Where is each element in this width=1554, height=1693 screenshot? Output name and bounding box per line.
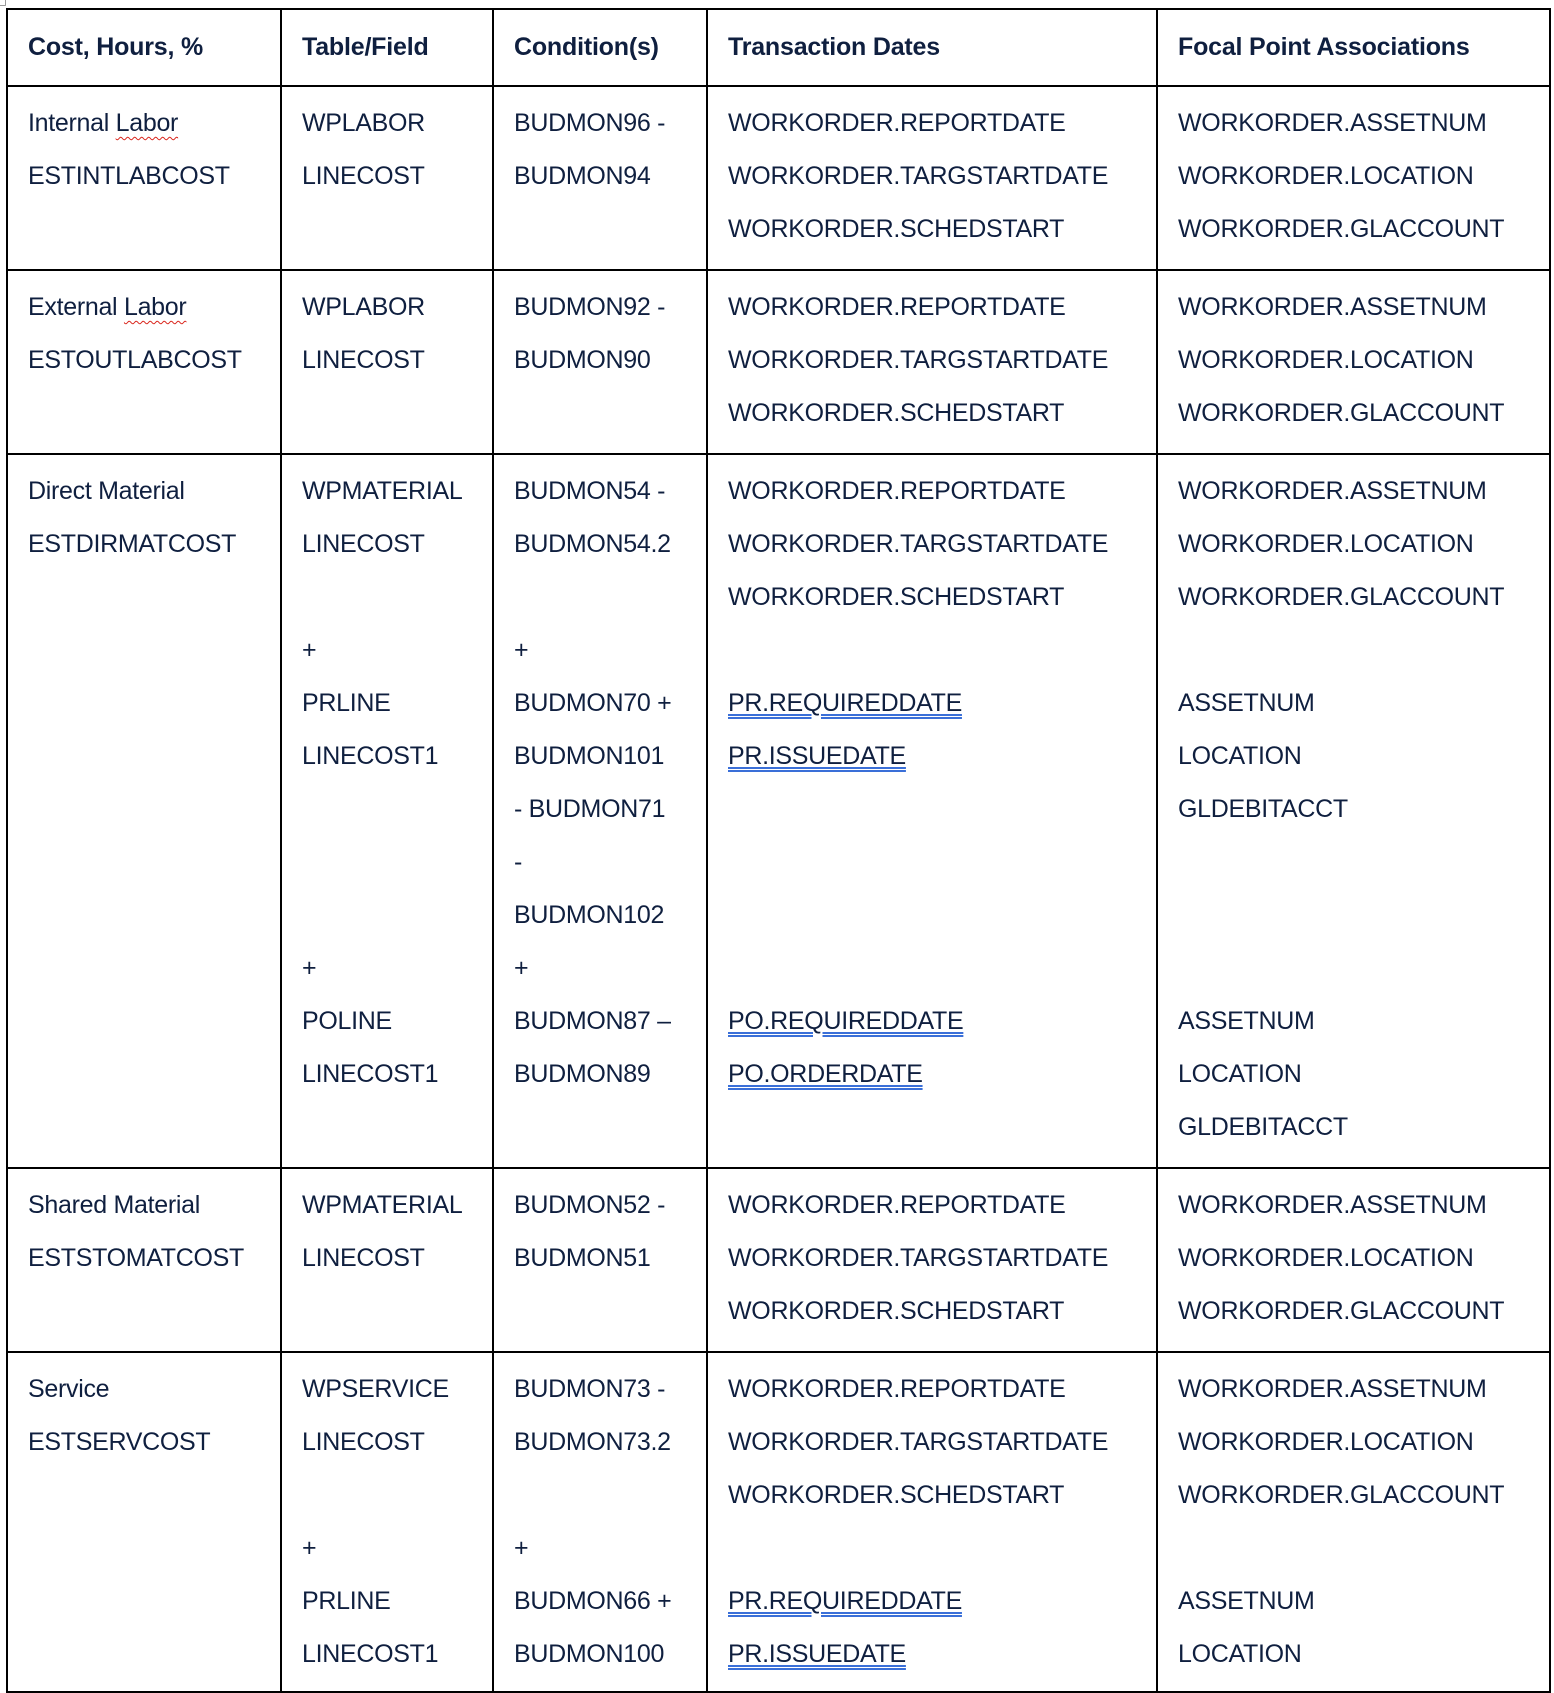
field-name: LINECOST <box>302 1244 425 1272</box>
blank-line <box>728 889 1148 942</box>
focal-point: GLDEBITACCT <box>1178 795 1348 823</box>
cost-label: Direct Material <box>28 477 185 505</box>
cell-conditions <box>493 454 707 1168</box>
blank-line <box>728 942 1148 995</box>
blank-line <box>728 624 1148 677</box>
table-row-direct-material <box>7 454 1550 1168</box>
blank-line <box>302 889 484 942</box>
condition-line: BUDMON100 <box>514 1640 665 1668</box>
transaction-date: WORKORDER.SCHEDSTART <box>728 215 1065 243</box>
blank-line <box>302 571 484 624</box>
focal-point: ASSETNUM <box>1178 1007 1315 1035</box>
blank-line <box>514 571 698 624</box>
cell-table-field <box>281 270 493 454</box>
condition-line: BUDMON54 - <box>514 477 666 505</box>
header-conditions: Condition(s) <box>493 9 707 86</box>
cell-cost <box>7 1352 281 1692</box>
cell-conditions <box>493 86 707 270</box>
transaction-date: WORKORDER.TARGSTARTDATE <box>728 530 1109 558</box>
transaction-date: WORKORDER.TARGSTARTDATE <box>728 1244 1109 1272</box>
condition-line: BUDMON101 <box>514 742 665 770</box>
pr-requireddate-link[interactable]: PR.REQUIREDDATE <box>728 689 962 717</box>
plus-operator: + <box>514 636 529 664</box>
transaction-date-link <box>728 995 1148 1048</box>
field-name: LINECOST <box>302 1428 425 1456</box>
focal-point: LOCATION <box>1178 742 1302 770</box>
header-cost-hours-percent: Cost, Hours, % <box>7 9 281 86</box>
cell-conditions <box>493 1352 707 1692</box>
focal-point: GLDEBITACCT <box>1178 1113 1348 1141</box>
focal-point: WORKORDER.LOCATION <box>1178 346 1474 374</box>
focal-point: WORKORDER.GLACCOUNT <box>1178 1297 1505 1325</box>
condition-line: BUDMON94 <box>514 162 651 190</box>
table-name: POLINE <box>302 1007 392 1035</box>
cost-field: ESTINTLABCOST <box>28 162 230 190</box>
table-row-external-labor <box>7 270 1550 454</box>
focal-point: WORKORDER.GLACCOUNT <box>1178 583 1505 611</box>
condition-line: BUDMON70 + <box>514 689 672 717</box>
plus-operator: + <box>302 954 317 982</box>
focal-point: WORKORDER.LOCATION <box>1178 162 1474 190</box>
focal-point: WORKORDER.LOCATION <box>1178 1244 1474 1272</box>
blank-line <box>728 836 1148 889</box>
transaction-date: WORKORDER.TARGSTARTDATE <box>728 346 1109 374</box>
cell-focal-points <box>1157 86 1550 270</box>
blank-line <box>302 783 484 836</box>
cost-label: Shared Material <box>28 1191 200 1219</box>
focal-point: WORKORDER.ASSETNUM <box>1178 109 1487 137</box>
condition-line: BUDMON66 + <box>514 1587 672 1615</box>
condition-line: BUDMON96 - <box>514 109 666 137</box>
blank-line <box>1178 942 1541 995</box>
cell-focal-points <box>1157 1352 1550 1692</box>
table-name: WPLABOR <box>302 109 425 137</box>
cell-cost <box>7 1168 281 1352</box>
condition-line: BUDMON54.2 <box>514 530 671 558</box>
focal-point: ASSETNUM <box>1178 689 1315 717</box>
cell-table-field <box>281 86 493 270</box>
plus-operator: + <box>302 636 317 664</box>
spellcheck-flagged-word[interactable]: Labor <box>115 109 179 137</box>
focal-point: WORKORDER.ASSETNUM <box>1178 293 1487 321</box>
cost-mapping-table <box>6 8 1551 1693</box>
cost-field: ESTOUTLABCOST <box>28 346 242 374</box>
field-name: LINECOST <box>302 530 425 558</box>
cell-conditions <box>493 1168 707 1352</box>
transaction-date-link <box>728 677 1148 730</box>
condition-line: BUDMON102 <box>514 901 665 929</box>
blank-line <box>514 1469 698 1522</box>
transaction-date-link <box>728 730 1148 783</box>
blank-line <box>728 1522 1148 1575</box>
condition-line: BUDMON87 – <box>514 1007 671 1035</box>
table-row-shared-material <box>7 1168 1550 1352</box>
blank-line <box>1178 889 1541 942</box>
field-name: LINECOST1 <box>302 1640 439 1668</box>
table-name: WPSERVICE <box>302 1375 449 1403</box>
cell-cost <box>7 270 281 454</box>
blank-line <box>1178 624 1541 677</box>
transaction-date-link <box>728 1575 1148 1628</box>
blank-line <box>728 783 1148 836</box>
condition-line: BUDMON92 - <box>514 293 666 321</box>
cell-table-field <box>281 1352 493 1692</box>
transaction-date: WORKORDER.SCHEDSTART <box>728 583 1065 611</box>
focal-point: WORKORDER.LOCATION <box>1178 1428 1474 1456</box>
transaction-date: WORKORDER.SCHEDSTART <box>728 1297 1065 1325</box>
transaction-date: WORKORDER.REPORTDATE <box>728 293 1066 321</box>
blank-line <box>302 1469 484 1522</box>
table-name: PRLINE <box>302 1587 391 1615</box>
pr-issuedate-link[interactable]: PR.ISSUEDATE <box>728 742 906 770</box>
focal-point: LOCATION <box>1178 1060 1302 1088</box>
table-row-service <box>7 1352 1550 1692</box>
condition-line: BUDMON73 - <box>514 1375 666 1403</box>
cell-transaction-dates <box>707 454 1157 1168</box>
header-transaction-dates: Transaction Dates <box>707 9 1157 86</box>
field-name: LINECOST1 <box>302 1060 439 1088</box>
condition-line: BUDMON90 <box>514 346 651 374</box>
pr-issuedate-link[interactable]: PR.ISSUEDATE <box>728 1640 906 1668</box>
focal-point: WORKORDER.ASSETNUM <box>1178 1375 1487 1403</box>
condition-line: BUDMON51 <box>514 1244 651 1272</box>
cost-field: ESTSERVCOST <box>28 1428 211 1456</box>
cell-focal-points <box>1157 270 1550 454</box>
table-name: WPMATERIAL <box>302 1191 463 1219</box>
condition-line: - BUDMON71 <box>514 795 666 823</box>
cell-focal-points <box>1157 1168 1550 1352</box>
transaction-date-link <box>728 1628 1148 1681</box>
cell-transaction-dates <box>707 1352 1157 1692</box>
header-focal-point-associations: Focal Point Associations <box>1157 9 1550 86</box>
cell-transaction-dates <box>707 270 1157 454</box>
transaction-date: WORKORDER.REPORTDATE <box>728 109 1066 137</box>
condition-line: BUDMON52 - <box>514 1191 666 1219</box>
plus-operator: + <box>514 1534 529 1562</box>
focal-point: WORKORDER.ASSETNUM <box>1178 1191 1487 1219</box>
cost-label: Internal Labor <box>28 109 179 137</box>
transaction-date: WORKORDER.SCHEDSTART <box>728 399 1065 427</box>
transaction-date: WORKORDER.TARGSTARTDATE <box>728 162 1109 190</box>
cost-label: Service <box>28 1375 110 1403</box>
blank-line <box>1178 1522 1541 1575</box>
cell-cost <box>7 86 281 270</box>
condition-line: BUDMON89 <box>514 1060 651 1088</box>
pr-requireddate-link[interactable]: PR.REQUIREDDATE <box>728 1587 962 1615</box>
po-orderdate-link[interactable]: PO.ORDERDATE <box>728 1060 923 1088</box>
cell-transaction-dates <box>707 86 1157 270</box>
cost-field: ESTDIRMATCOST <box>28 530 237 558</box>
table-name: WPMATERIAL <box>302 477 463 505</box>
transaction-date: WORKORDER.SCHEDSTART <box>728 1481 1065 1509</box>
po-requireddate-link[interactable]: PO.REQUIREDDATE <box>728 1007 964 1035</box>
transaction-date: WORKORDER.REPORTDATE <box>728 1191 1066 1219</box>
cell-table-field <box>281 1168 493 1352</box>
transaction-date: WORKORDER.REPORTDATE <box>728 1375 1066 1403</box>
plus-operator: + <box>514 954 529 982</box>
table-header-row <box>7 9 1550 86</box>
cost-field: ESTSTOMATCOST <box>28 1244 245 1272</box>
blank-line <box>1178 836 1541 889</box>
field-name: LINECOST <box>302 162 425 190</box>
table-move-handle[interactable] <box>0 0 6 6</box>
focal-point: WORKORDER.LOCATION <box>1178 530 1474 558</box>
table-name: PRLINE <box>302 689 391 717</box>
focal-point: WORKORDER.GLACCOUNT <box>1178 399 1505 427</box>
focal-point: WORKORDER.GLACCOUNT <box>1178 1481 1505 1509</box>
transaction-date: WORKORDER.TARGSTARTDATE <box>728 1428 1109 1456</box>
table-row-internal-labor <box>7 86 1550 270</box>
focal-point: WORKORDER.GLACCOUNT <box>1178 215 1505 243</box>
plus-operator: + <box>302 1534 317 1562</box>
focal-point: WORKORDER.ASSETNUM <box>1178 477 1487 505</box>
field-name: LINECOST1 <box>302 742 439 770</box>
focal-point: ASSETNUM <box>1178 1587 1315 1615</box>
condition-line: BUDMON73.2 <box>514 1428 671 1456</box>
table-name: WPLABOR <box>302 293 425 321</box>
cell-cost <box>7 454 281 1168</box>
spellcheck-flagged-word[interactable]: Labor <box>123 293 187 321</box>
cell-table-field <box>281 454 493 1168</box>
transaction-date-link <box>728 1048 1148 1101</box>
header-table-field: Table/Field <box>281 9 493 86</box>
cell-conditions <box>493 270 707 454</box>
transaction-date: WORKORDER.REPORTDATE <box>728 477 1066 505</box>
cell-focal-points <box>1157 454 1550 1168</box>
condition-line: - <box>514 848 523 876</box>
cell-transaction-dates <box>707 1168 1157 1352</box>
field-name: LINECOST <box>302 346 425 374</box>
cost-label: External Labor <box>28 293 187 321</box>
focal-point: LOCATION <box>1178 1640 1302 1668</box>
blank-line <box>302 836 484 889</box>
